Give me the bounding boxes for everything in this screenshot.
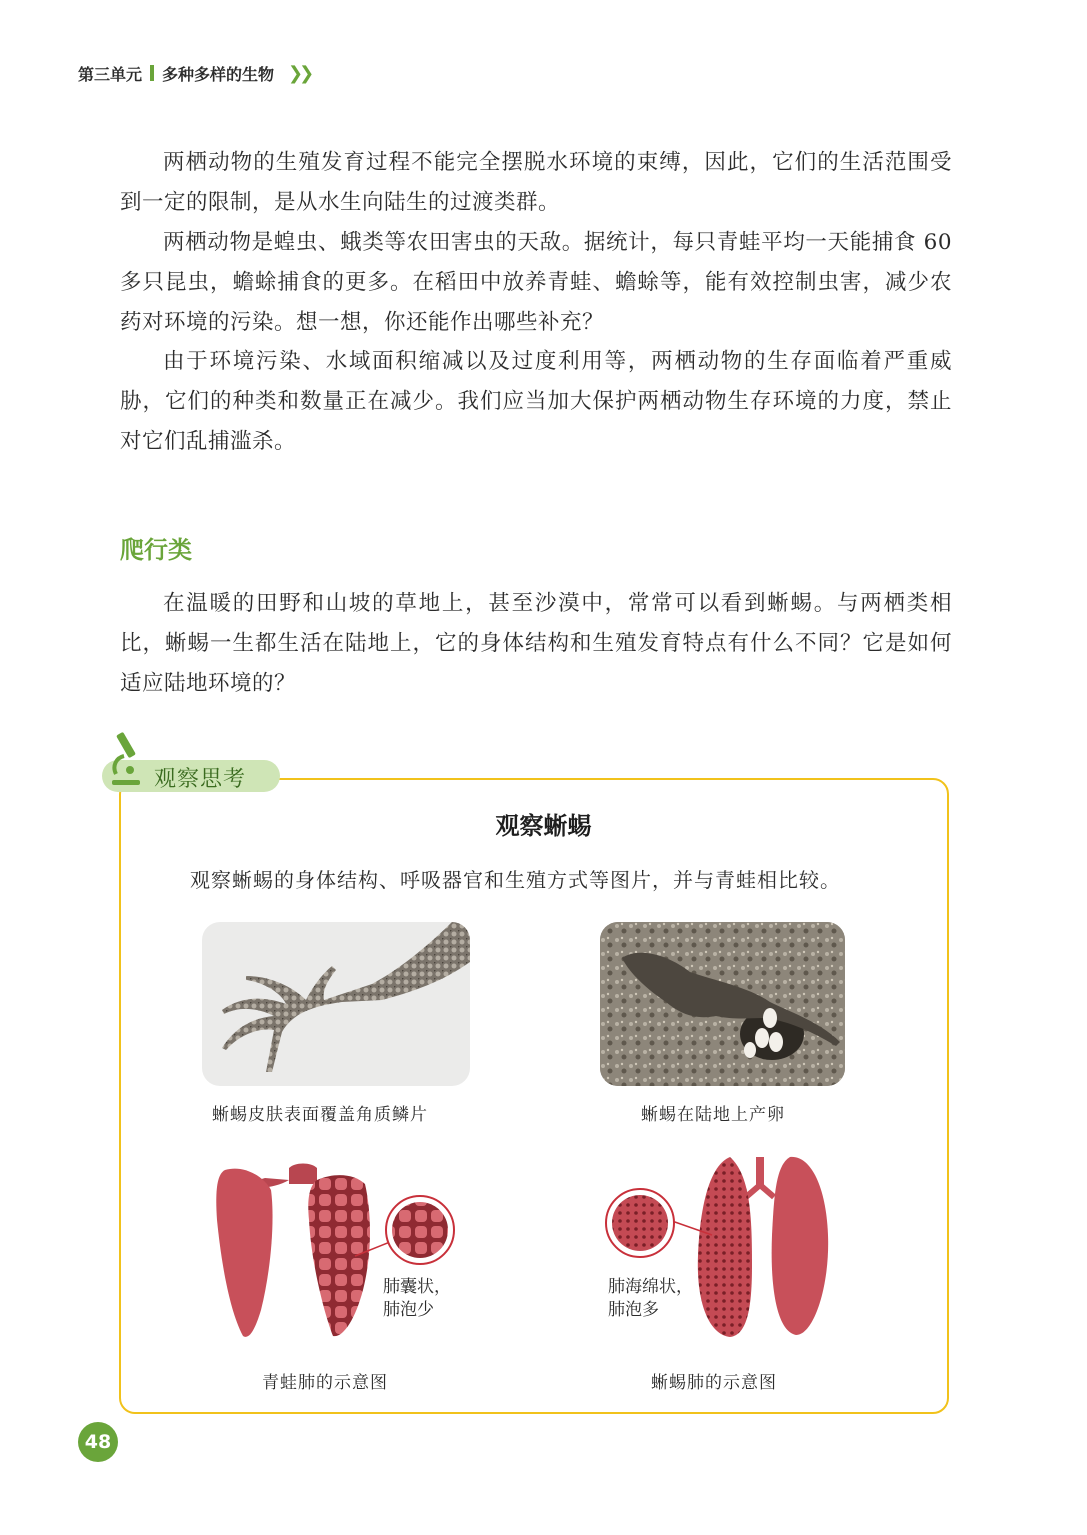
double-chevron-icon: ❯❯ — [288, 62, 311, 84]
lizard-note-line2: 肺泡多 — [608, 1300, 659, 1320]
paragraph-2: 两栖动物是蝗虫、蛾类等农田害虫的天敌。据统计，每只青蛙平均一天能捕食 60 多只昆虫，蟾蜍捕食的更多。在稻田中放养青蛙、蟾蜍等，能有效控制虫害，减少农药对环境的污染。想一想，你还能作出哪些补充？ — [120, 230, 952, 335]
frog-lung-note — [383, 1276, 451, 1322]
observe-intro: 观察蜥蜴的身体结构、呼吸器官和生殖方式等图片，并与青蛙相比较。 — [190, 868, 841, 892]
observe-label-text: 观察思考 — [154, 767, 247, 792]
paragraph-4: 在温暖的田野和山坡的草地上，甚至沙漠中，常常可以看到蜥蜴。与两栖类相比，蜥蜴一生都生活在陆地上，它的身体结构和生殖发育特点有什么不同？它是如何适应陆地环境的？ — [120, 591, 952, 696]
lizard-note-line1: 肺海绵状， — [608, 1277, 693, 1297]
observe-label — [102, 756, 342, 796]
topic-label: 多种多样的生物 — [162, 64, 275, 84]
caption-lizard-eggs: 蜥蜴在陆地上产卵 — [641, 1105, 785, 1125]
divider-bar — [150, 65, 154, 81]
frog-note-line1: 肺囊状， — [383, 1277, 451, 1297]
caption-lizard-lung: 蜥蜴肺的示意图 — [651, 1373, 777, 1393]
unit-label: 第三单元 — [78, 64, 143, 84]
paragraph-3: 由于环境污染、水域面积缩减以及过度利用等，两栖动物的生存面临着严重威胁，它们的种类和数量正在减少。我们应当加大保护两栖动物生存环境的力度，禁止对它们乱捕滥杀。 — [120, 349, 952, 454]
paragraph-1: 两栖动物的生殖发育过程不能完全摆脱水环境的束缚，因此，它们的生活范围受到一定的限制，是从水生向陆生的过渡类群。 — [120, 150, 952, 215]
lizard-foot-photo — [202, 922, 470, 1086]
lizard-eggs-photo — [600, 922, 845, 1086]
caption-frog-lung: 青蛙肺的示意图 — [262, 1373, 388, 1393]
observe-title: 观察蜥蜴 — [495, 811, 592, 840]
caption-lizard-skin: 蜥蜴皮肤表面覆盖角质鳞片 — [212, 1105, 428, 1125]
lizard-lung-note — [608, 1276, 693, 1322]
section-title: 爬行类 — [120, 536, 192, 564]
running-header — [78, 60, 310, 86]
page-number: 48 — [78, 1422, 118, 1462]
frog-note-line2: 肺泡少 — [383, 1300, 434, 1320]
microscope-icon — [108, 730, 148, 796]
